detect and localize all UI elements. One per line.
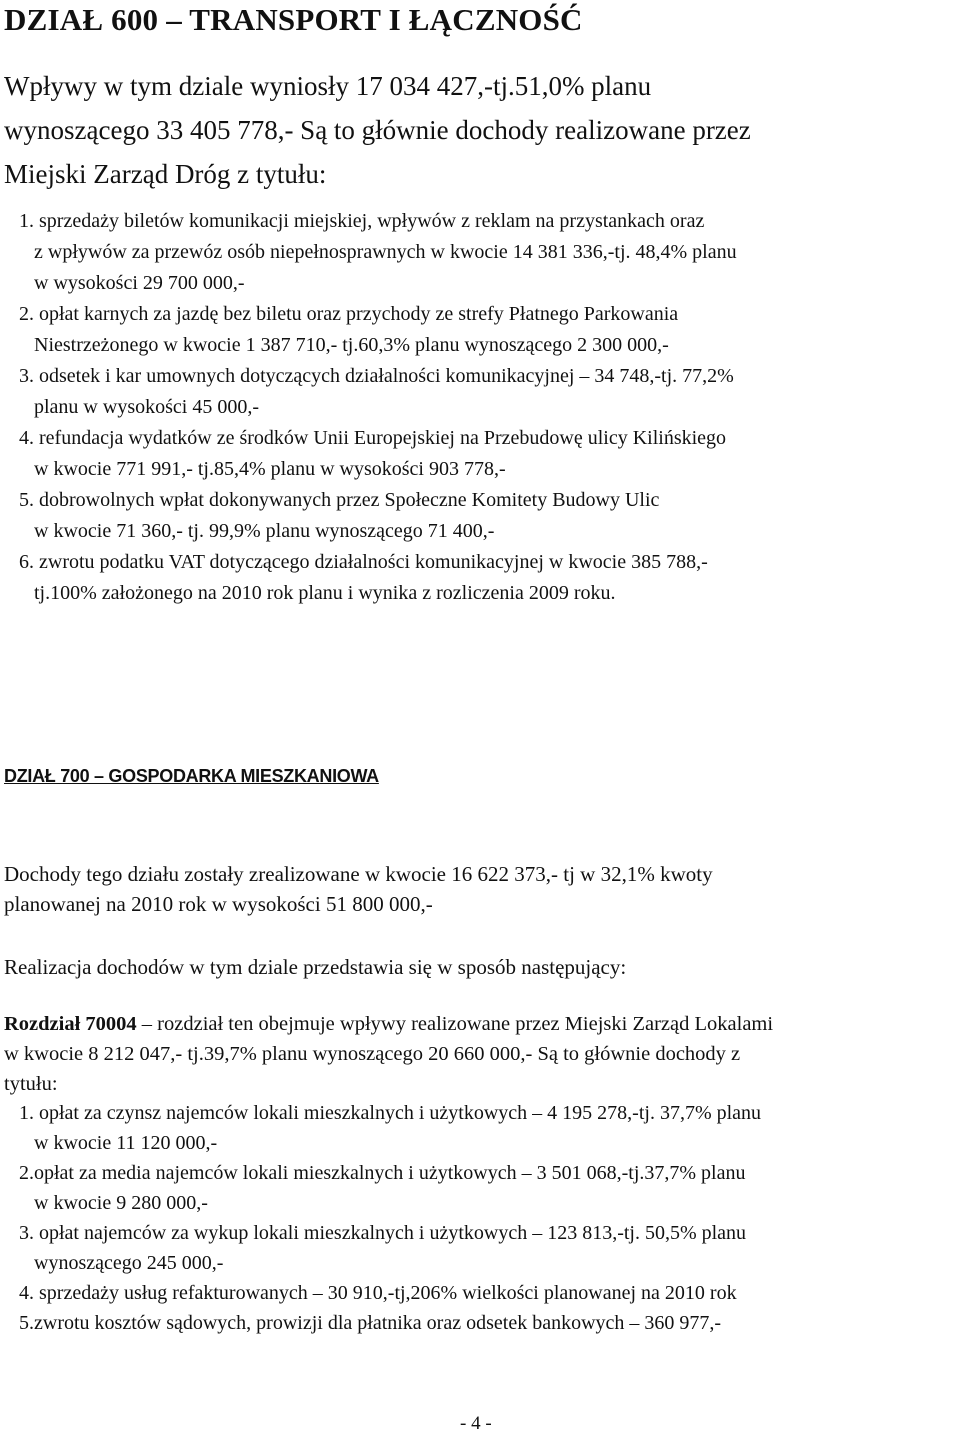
list-item: [0, 423, 737, 454]
rozdzial-70004: [4, 1009, 773, 1099]
list-item: [0, 206, 737, 237]
item-number: 2.: [19, 303, 34, 325]
item-text: opłat karnych za jazdę bez biletu oraz przychody ze strefy Płatnego Parkowania: [34, 303, 679, 325]
list-item: [0, 361, 737, 392]
item-text: dobrowolnych wpłat dokonywanych przez Społeczne Komitety Budowy Ulic: [34, 489, 660, 511]
item-number: 1.: [19, 1102, 34, 1124]
list-item-cont: planu w wysokości 45 000,-: [34, 396, 259, 418]
section-600-intro: [4, 64, 751, 196]
list-item-cont: wynoszącego 245 000,-: [34, 1252, 224, 1274]
section-700-dochody: [4, 859, 713, 919]
list-item: [0, 1098, 761, 1128]
item-number: 5.: [19, 1312, 34, 1334]
item-text: refundacja wydatków ze środków Unii Europejskiej na Przebudowę ulicy Kilińskiego: [34, 427, 727, 449]
intro-line: Wpływy w tym dziale wyniosły 17 034 427,-tj.51,0% planu: [4, 71, 652, 101]
section-700-list: [0, 1098, 761, 1338]
item-text: sprzedaży biletów komunikacji miejskiej, wpływów z reklam na przystankach oraz: [34, 210, 705, 232]
section-600-list: [0, 206, 737, 609]
list-item: [0, 299, 737, 330]
list-item-cont: w kwocie 771 991,- tj.85,4% planu w wysokości 903 778,-: [34, 458, 506, 480]
item-number: 6.: [19, 551, 34, 573]
item-number: 4.: [19, 427, 34, 449]
list-item-cont: w wysokości 29 700 000,-: [34, 272, 245, 294]
item-number: 4.: [19, 1282, 34, 1304]
item-number: 3.: [19, 1222, 34, 1244]
rozdzial-label: Rozdział 70004: [4, 1013, 137, 1035]
list-item: [0, 485, 737, 516]
item-text: opłat najemców za wykup lokali mieszkalnych i użytkowych – 123 813,-tj. 50,5% planu: [34, 1222, 747, 1244]
page-number: - 4 -: [460, 1413, 492, 1434]
item-text: sprzedaży usług refakturowanych – 30 910,-tj,206% wielkości planowanej na 2010 rok: [34, 1282, 737, 1304]
item-text: odsetek i kar umownych dotyczących działalności komunikacyjnej – 34 748,-tj. 77,2%: [34, 365, 734, 387]
list-item-cont: w kwocie 9 280 000,-: [34, 1192, 208, 1214]
list-item-cont: tj.100% założonego na 2010 rok planu i wynika z rozliczenia 2009 roku.: [34, 582, 616, 604]
paragraph-line: tytułu:: [4, 1073, 58, 1095]
item-text: opłat za media najemców lokali mieszkalnych i użytkowych – 3 501 068,-tj.37,7% planu: [34, 1162, 746, 1184]
list-item: [0, 1158, 761, 1188]
item-number: 2.: [19, 1162, 34, 1184]
item-number: 5.: [19, 489, 34, 511]
list-item-cont: z wpływów za przewóz osób niepełnosprawnych w kwocie 14 381 336,-tj. 48,4% planu: [34, 241, 737, 263]
item-number: 1.: [19, 210, 34, 232]
paragraph-line: Dochody tego działu zostały zrealizowane w kwocie 16 622 373,- tj w 32,1% kwoty: [4, 862, 713, 886]
list-item: [0, 547, 737, 578]
paragraph-line: planowanej na 2010 rok w wysokości 51 800 000,-: [4, 892, 433, 916]
paragraph-line: w kwocie 8 212 047,- tj.39,7% planu wynoszącego 20 660 000,- Są to głównie dochody z: [4, 1043, 741, 1065]
list-item-cont: Niestrzeżonego w kwocie 1 387 710,- tj.60,3% planu wynoszącego 2 300 000,-: [34, 334, 669, 356]
item-number: 3.: [19, 365, 34, 387]
intro-line: Miejski Zarząd Dróg z tytułu:: [4, 159, 327, 189]
list-item: [0, 1308, 761, 1338]
list-item: [0, 1218, 761, 1248]
rozdzial-text: – rozdział ten obejmuje wpływy realizowane przez Miejski Zarząd Lokalami: [136, 1013, 774, 1035]
list-item: [0, 1278, 761, 1308]
intro-line: wynoszącego 33 405 778,- Są to głównie dochody realizowane przez: [4, 115, 751, 145]
section-700-heading: DZIAŁ 700 – GOSPODARKA MIESZKANIOWA: [4, 766, 379, 786]
item-text: zwrotu podatku VAT dotyczącego działalności komunikacyjnej w kwocie 385 788,-: [34, 551, 708, 573]
list-item-cont: w kwocie 11 120 000,-: [34, 1132, 218, 1154]
section-700-realizacja: Realizacja dochodów w tym dziale przedstawia się w sposób następujący:: [4, 955, 627, 979]
item-text: opłat za czynsz najemców lokali mieszkalnych i użytkowych – 4 195 278,-tj. 37,7% planu: [34, 1102, 762, 1124]
list-item-cont: w kwocie 71 360,- tj. 99,9% planu wynoszącego 71 400,-: [34, 520, 495, 542]
item-text: zwrotu kosztów sądowych, prowizji dla płatnika oraz odsetek bankowych – 360 977,-: [34, 1312, 722, 1334]
section-600-heading: DZIAŁ 600 – TRANSPORT I ŁĄCZNOŚĆ: [4, 2, 583, 37]
